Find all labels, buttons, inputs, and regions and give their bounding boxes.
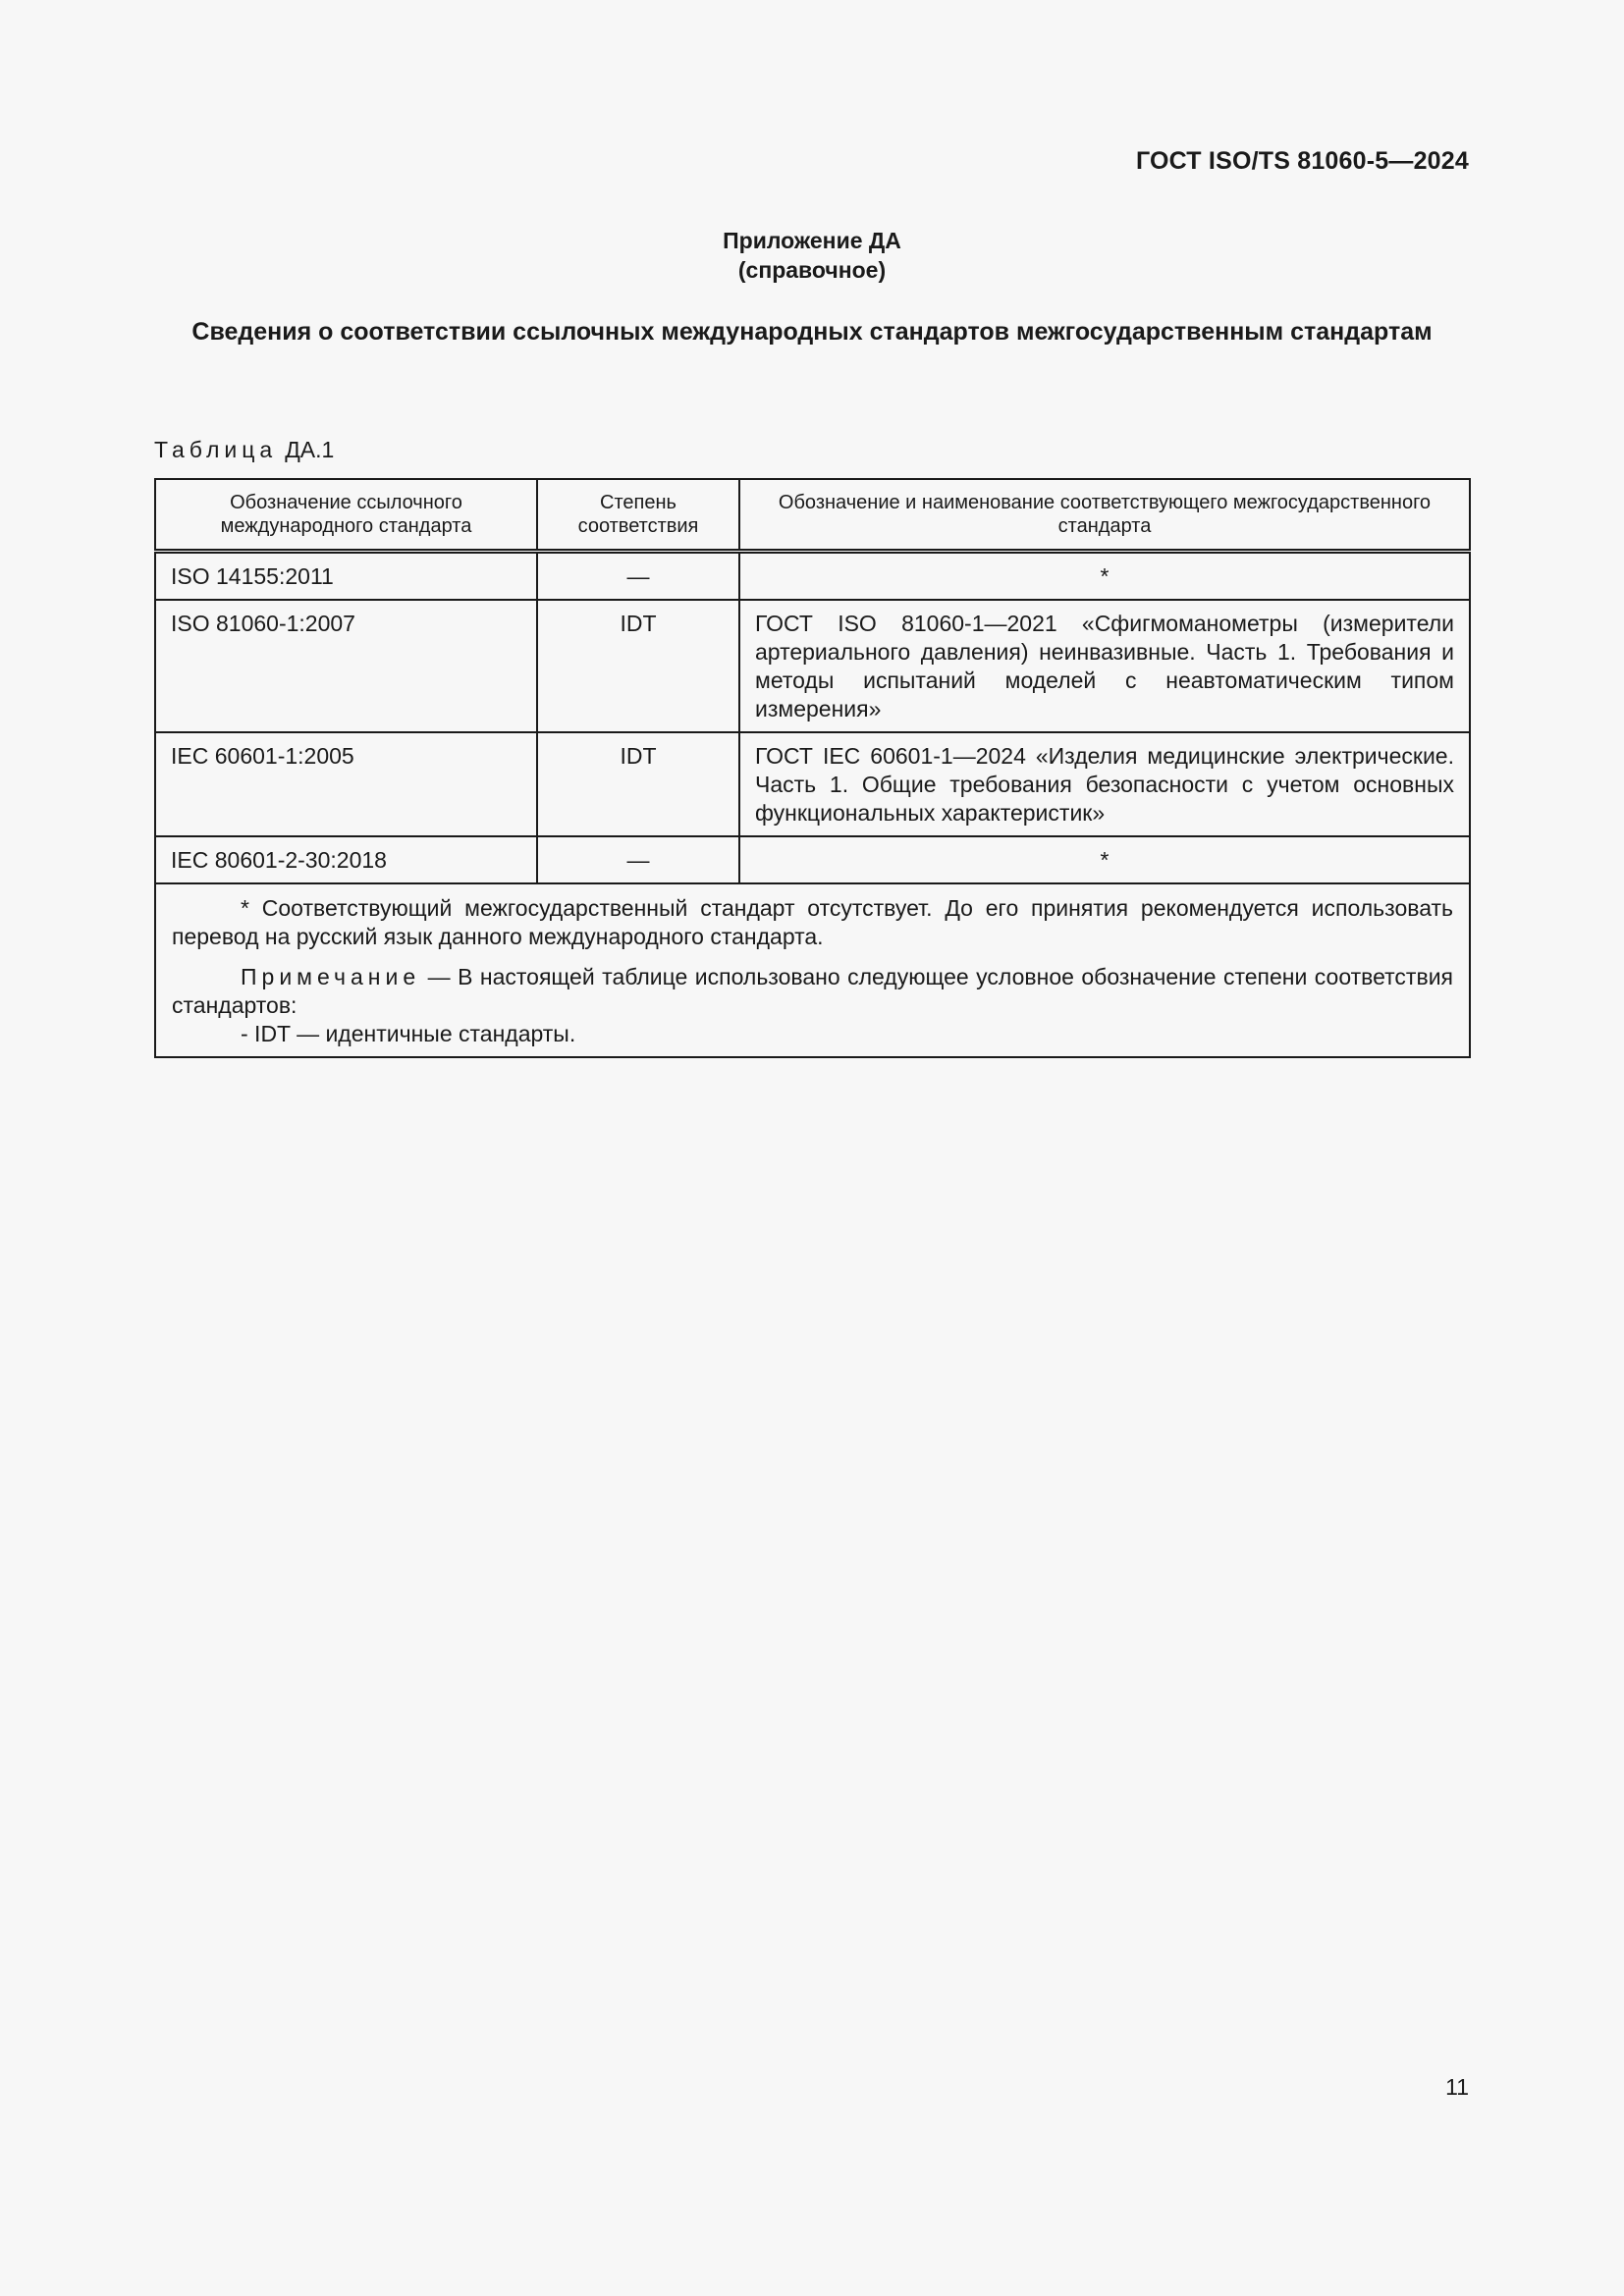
cell-national xyxy=(739,732,1470,836)
page-number: 11 xyxy=(1445,2074,1469,2100)
cell-degree xyxy=(537,552,739,601)
cell-intl-text: ISO 14155:2011 xyxy=(171,563,334,589)
header-national-standard: Обозначение и наименование соответствующего межгосударственного стандарта xyxy=(739,479,1470,552)
table-header-row xyxy=(155,479,1470,552)
header-intl-standard: Обозначение ссылочного международного стандарта xyxy=(155,479,537,552)
table-row xyxy=(155,552,1470,601)
cell-intl xyxy=(155,600,537,732)
note xyxy=(172,963,1453,1020)
cell-intl xyxy=(155,836,537,883)
table-footer xyxy=(155,883,1470,1057)
cell-degree-text: — xyxy=(626,563,650,589)
note-label: Примечание xyxy=(241,964,421,989)
cell-degree-text: IDT xyxy=(620,611,657,636)
header-degree: Степень соответствия xyxy=(537,479,739,552)
cell-intl xyxy=(155,732,537,836)
table-row xyxy=(155,600,1470,732)
cell-intl xyxy=(155,552,537,601)
cell-national-text: * xyxy=(1100,563,1110,589)
table-row xyxy=(155,732,1470,836)
cell-degree xyxy=(537,836,739,883)
cell-national-text: * xyxy=(1100,847,1110,873)
standards-table xyxy=(154,478,1471,1058)
cell-national-text: ГОСТ ISO 81060-1—2021 «Сфигмоманометры (измерители артериального давления) неинвазивные. Часть 1. Требования и методы испытаний моделей с неавтоматическим типом измерения» xyxy=(755,611,1454,721)
appendix-heading xyxy=(0,226,1624,285)
table-caption-number: ДА.1 xyxy=(285,437,335,462)
cell-intl-text: ISO 81060-1:2007 xyxy=(171,611,355,636)
section-title: Сведения о соответствии ссылочных международных стандартов межгосударственным стандартам xyxy=(191,318,1433,346)
footnote: * Соответствующий межгосударственный стандарт отсутствует. До его принятия рекомендуется использовать перевод на русский язык данного международного стандарта. xyxy=(172,895,1453,949)
cell-intl-text: IEC 80601-2-30:2018 xyxy=(171,847,387,873)
cell-national xyxy=(739,552,1470,601)
table-caption-word: Таблица xyxy=(154,437,278,462)
document-code: ГОСТ ISO/TS 81060-5—2024 xyxy=(1135,147,1469,175)
table-row xyxy=(155,836,1470,883)
appendix-subtitle: (справочное) xyxy=(737,257,887,283)
cell-national xyxy=(739,600,1470,732)
appendix-title: Приложение ДА xyxy=(723,228,901,253)
cell-national-text: ГОСТ IEC 60601-1—2024 «Изделия медицинские электрические. Часть 1. Общие требования безопасности с учетом основных функциональных характеристик» xyxy=(755,743,1454,826)
cell-national xyxy=(739,836,1470,883)
cell-degree xyxy=(537,732,739,836)
cell-degree xyxy=(537,600,739,732)
cell-intl-text: IEC 60601-1:2005 xyxy=(171,743,354,769)
cell-degree-text: IDT xyxy=(620,743,657,769)
table-caption xyxy=(154,437,334,463)
cell-degree-text: — xyxy=(626,847,650,873)
note-item: - IDT — идентичные стандарты. xyxy=(241,1021,576,1046)
note-text: — В настоящей таблице использовано следующее условное обозначение степени соответствия стандартов: xyxy=(172,964,1453,1018)
table-footer-row xyxy=(155,883,1470,1057)
